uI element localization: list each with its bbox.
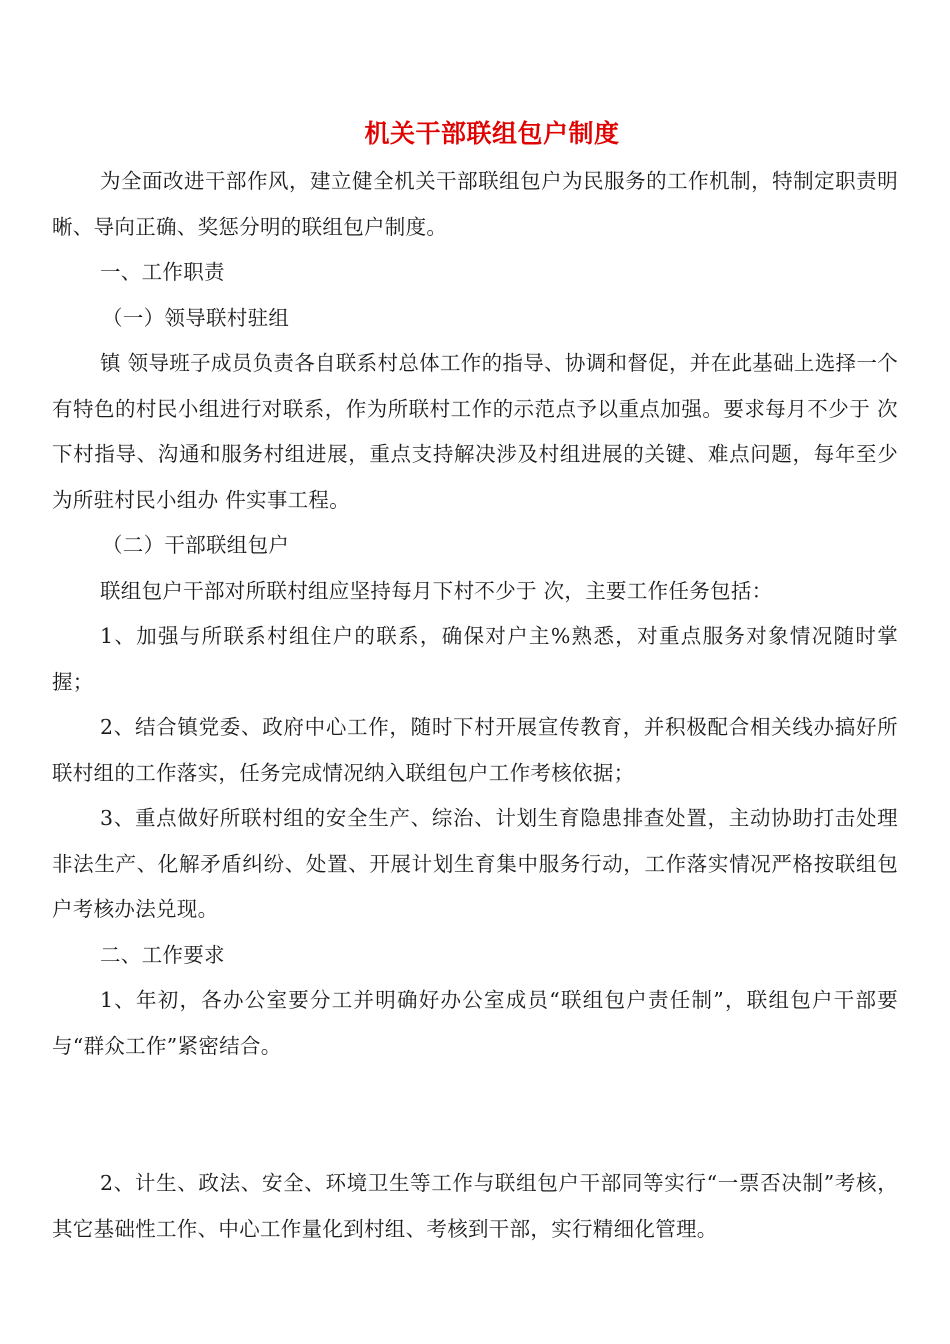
section-heading-1: 一、工作职责 — [100, 260, 225, 284]
list-item: 2、结合镇党委、政府中心工作，随时下村开展宣传教育，并积极配合相关线办搞好所联村组的工作落实，任务完成情况纳入联组包户工作考核依据； — [52, 715, 898, 785]
document-title: 机关干部联组包户制度 — [364, 119, 620, 148]
list-item: 3、重点做好所联村组的安全生产、综治、计划生育隐患排查处置，主动协助打击处理非法生产、化解矛盾纠纷、处置、开展计划生育集中服务行动，工作落实情况严格按联组包户考核办法兑现。 — [52, 806, 898, 921]
body-paragraph: 镇 领导班子成员负责各自联系村总体工作的指导、协调和督促，并在此基础上选择一个有特色的村民小组进行对联系，作为所联村工作的示范点予以重点加强。要求每月不少于 次下村指导、沟通和服务村组进展，重点支持解决涉及村组进展的关键、难点问题，每年至少为所驻村民小组办 件实事工程。 — [52, 351, 898, 512]
subsection-heading-2: （二）干部联组包户 — [102, 533, 290, 557]
section-heading-2: 二、工作要求 — [100, 942, 225, 967]
list-item: 1、加强与所联系村组住户的联系，确保对户主%熟悉，对重点服务对象情况随时掌握； — [52, 624, 898, 694]
body-paragraph: 联组包户干部对所联村组应坚持每月下村不少于 次，主要工作任务包括： — [100, 578, 773, 603]
blank-space — [52, 1069, 898, 1161]
list-item: 1、年初，各办公室要分工并明确好办公室成员“联组包户责任制”，联组包户干部要与“群众工作”紧密结合。 — [52, 988, 898, 1058]
document-page — [52, 112, 898, 1252]
subsection-heading-1: （一）领导联村驻组 — [102, 305, 290, 330]
intro-paragraph: 为全面改进干部作风，建立健全机关干部联组包户为民服务的工作机制，特制定职责明晰、导向正确、奖惩分明的联组包户制度。 — [52, 169, 898, 239]
list-item: 2、计生、政法、安全、环境卫生等工作与联组包户干部同等实行“一票否决制”考核，其它基础性工作、中心工作量化到村组、考核到干部，实行精细化管理。 — [52, 1171, 898, 1241]
